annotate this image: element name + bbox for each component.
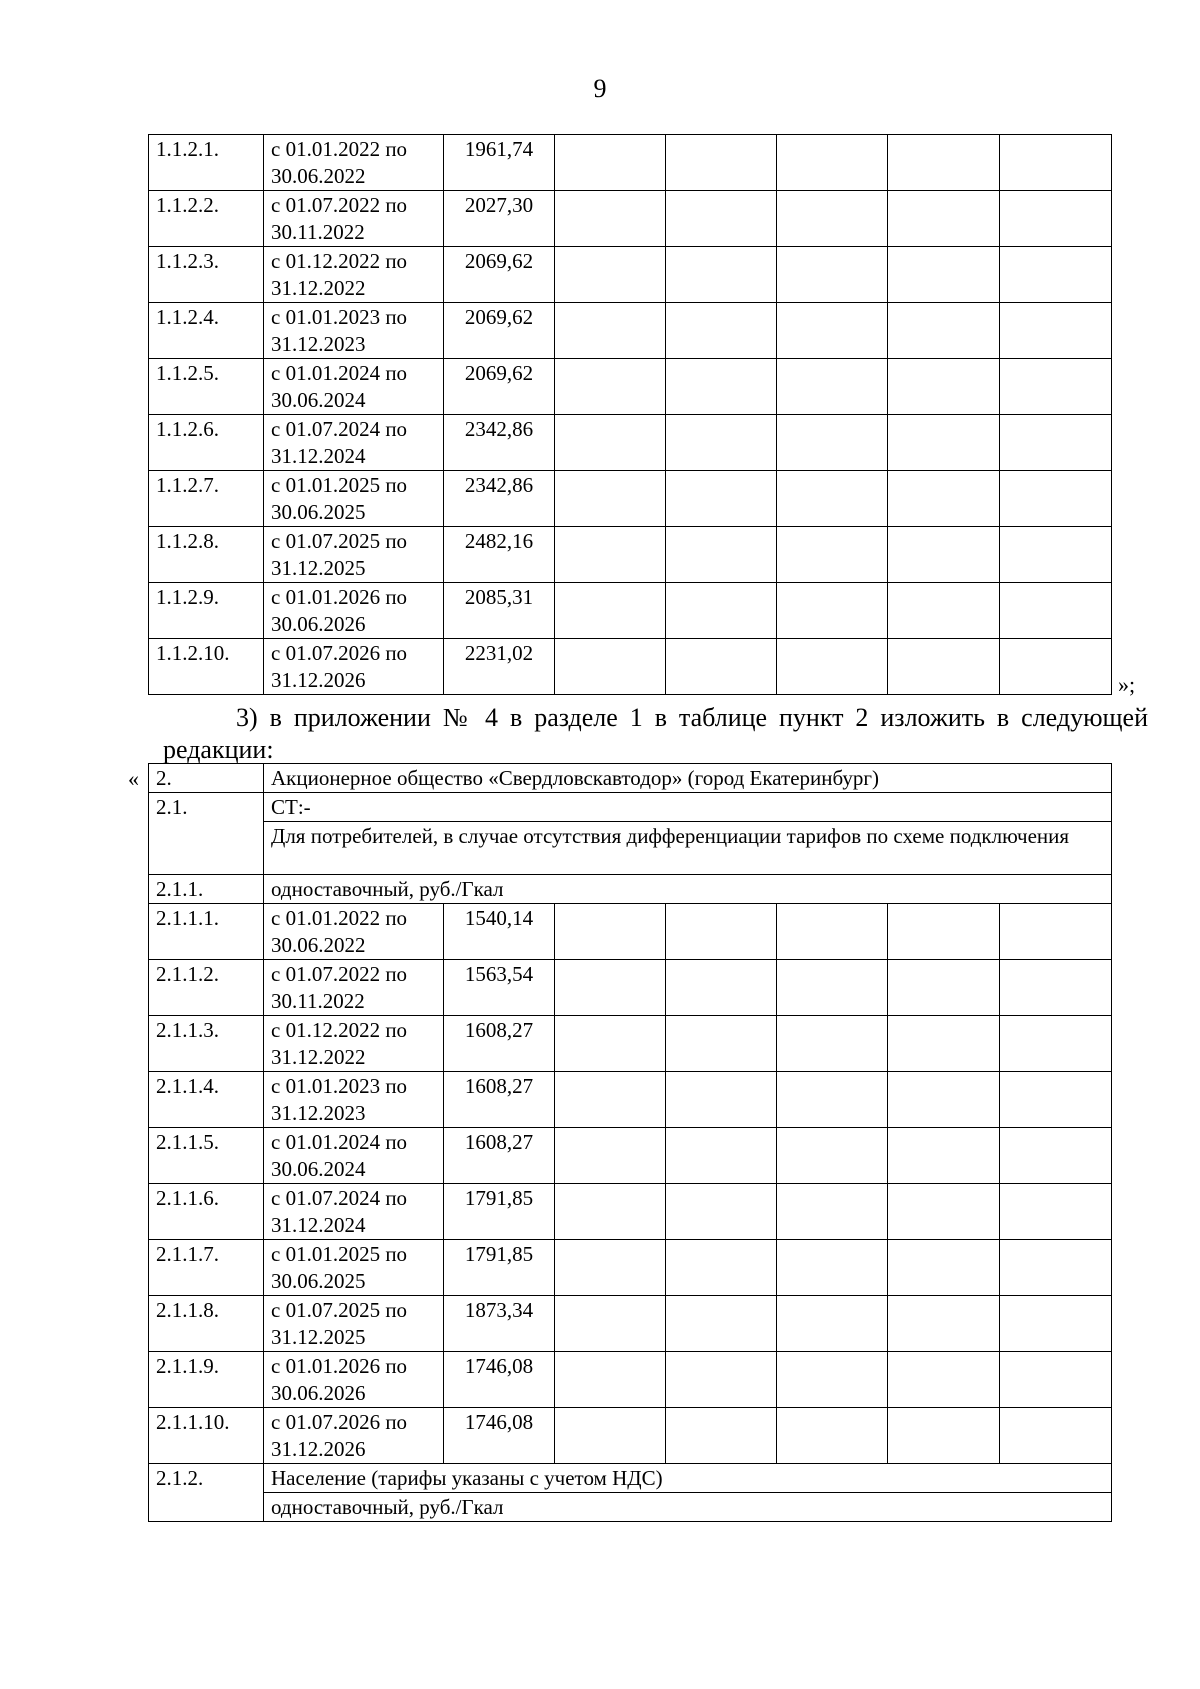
row-code: 1.1.2.4.	[149, 303, 264, 359]
empty-cell	[1000, 1352, 1112, 1408]
value-cell: 2069,62	[444, 247, 555, 303]
empty-cell	[777, 247, 888, 303]
empty-cell	[666, 639, 777, 695]
empty-cell	[888, 135, 1000, 191]
empty-cell	[666, 1352, 777, 1408]
period-cell: с 01.07.2026 по 31.12.2026	[264, 639, 444, 695]
table-row	[149, 904, 1112, 960]
empty-cell	[555, 1016, 666, 1072]
empty-cell	[1000, 527, 1112, 583]
row-code: 2.1.1.2.	[149, 960, 264, 1016]
row-code: 1.1.2.1.	[149, 135, 264, 191]
row-code: 2.1.1.3.	[149, 1016, 264, 1072]
table-row	[149, 247, 1112, 303]
value-cell: 1563,54	[444, 960, 555, 1016]
period-cell: с 01.01.2023 по 31.12.2023	[264, 303, 444, 359]
empty-cell	[666, 1408, 777, 1464]
empty-cell	[666, 583, 777, 639]
population-row	[149, 1464, 1112, 1493]
empty-cell	[1000, 191, 1112, 247]
period-cell: с 01.07.2022 по 30.11.2022	[264, 960, 444, 1016]
row-code: 1.1.2.5.	[149, 359, 264, 415]
empty-cell	[777, 527, 888, 583]
empty-cell	[1000, 247, 1112, 303]
empty-cell	[1000, 904, 1112, 960]
empty-cell	[666, 1128, 777, 1184]
empty-cell	[1000, 960, 1112, 1016]
empty-cell	[666, 303, 777, 359]
empty-cell	[888, 359, 1000, 415]
empty-cell	[555, 1128, 666, 1184]
empty-cell	[1000, 1072, 1112, 1128]
empty-cell	[555, 527, 666, 583]
value-cell: 2482,16	[444, 527, 555, 583]
empty-cell	[666, 1184, 777, 1240]
period-cell: с 01.01.2024 по 30.06.2024	[264, 359, 444, 415]
value-cell: 2342,86	[444, 471, 555, 527]
empty-cell	[777, 1184, 888, 1240]
empty-cell	[1000, 583, 1112, 639]
period-cell: с 01.07.2024 по 31.12.2024	[264, 415, 444, 471]
row-code: 2.1.1.8.	[149, 1296, 264, 1352]
empty-cell	[555, 960, 666, 1016]
empty-cell	[777, 639, 888, 695]
row-code: 1.1.2.7.	[149, 471, 264, 527]
row-code: 2.1.1.6.	[149, 1184, 264, 1240]
empty-cell	[888, 1184, 1000, 1240]
empty-cell	[888, 639, 1000, 695]
empty-cell	[888, 904, 1000, 960]
population-text: Население (тарифы указаны с учетом НДС)	[264, 1464, 1112, 1493]
empty-cell	[666, 415, 777, 471]
empty-cell	[666, 471, 777, 527]
empty-cell	[888, 191, 1000, 247]
value-cell: 1961,74	[444, 135, 555, 191]
empty-cell	[666, 1072, 777, 1128]
value-cell: 1608,27	[444, 1016, 555, 1072]
empty-cell	[777, 1408, 888, 1464]
empty-cell	[777, 191, 888, 247]
table-row	[149, 191, 1112, 247]
tariff-table-2	[148, 763, 1112, 1522]
row-code: 2.1.2.	[149, 1464, 264, 1522]
table-row	[149, 1016, 1112, 1072]
row-code: 2.1.1.5.	[149, 1128, 264, 1184]
row-code: 2.1.1.4.	[149, 1072, 264, 1128]
tariff-table-1	[148, 134, 1112, 695]
empty-cell	[555, 191, 666, 247]
period-cell: с 01.12.2022 по 31.12.2022	[264, 1016, 444, 1072]
empty-cell	[888, 1016, 1000, 1072]
empty-cell	[777, 415, 888, 471]
value-cell: 1791,85	[444, 1240, 555, 1296]
period-cell: с 01.01.2026 по 30.06.2026	[264, 583, 444, 639]
value-cell: 1540,14	[444, 904, 555, 960]
empty-cell	[888, 303, 1000, 359]
value-cell: 2069,62	[444, 303, 555, 359]
period-cell: с 01.01.2024 по 30.06.2024	[264, 1128, 444, 1184]
empty-cell	[666, 191, 777, 247]
row-code: 2.1.1.1.	[149, 904, 264, 960]
table-row	[149, 583, 1112, 639]
empty-cell	[777, 583, 888, 639]
empty-cell	[666, 527, 777, 583]
closing-quote: »;	[1118, 672, 1136, 697]
empty-cell	[1000, 471, 1112, 527]
empty-cell	[888, 247, 1000, 303]
empty-cell	[555, 415, 666, 471]
empty-cell	[1000, 1128, 1112, 1184]
period-cell: с 01.01.2023 по 31.12.2023	[264, 1072, 444, 1128]
instruction-paragraph: 3) в приложении № 4 в разделе 1 в таблице пункт 2 изложить в следующей редакции:	[163, 703, 1148, 764]
value-cell: 1873,34	[444, 1296, 555, 1352]
empty-cell	[1000, 1296, 1112, 1352]
table-row	[149, 1128, 1112, 1184]
page-number: 9	[593, 74, 607, 103]
table-row	[149, 1072, 1112, 1128]
empty-cell	[777, 1016, 888, 1072]
table-row	[149, 527, 1112, 583]
empty-cell	[666, 1296, 777, 1352]
organization-name: Акционерное общество «Свердловскавтодор» (город Екатеринбург)	[264, 764, 1112, 793]
empty-cell	[555, 1408, 666, 1464]
period-cell: с 01.01.2026 по 30.06.2026	[264, 1352, 444, 1408]
table-row	[149, 1408, 1112, 1464]
value-cell: 2085,31	[444, 583, 555, 639]
empty-cell	[555, 471, 666, 527]
empty-cell	[666, 1016, 777, 1072]
table-row	[149, 359, 1112, 415]
single-rate-row	[149, 875, 1112, 904]
empty-cell	[777, 1240, 888, 1296]
empty-cell	[888, 1352, 1000, 1408]
empty-cell	[777, 135, 888, 191]
empty-cell	[555, 303, 666, 359]
empty-cell	[1000, 415, 1112, 471]
empty-cell	[888, 960, 1000, 1016]
row-code: 2.	[149, 764, 264, 793]
row-code: 2.1.1.10.	[149, 1408, 264, 1464]
empty-cell	[555, 1072, 666, 1128]
empty-cell	[888, 415, 1000, 471]
empty-cell	[555, 1184, 666, 1240]
empty-cell	[666, 247, 777, 303]
value-cell: 1608,27	[444, 1072, 555, 1128]
empty-cell	[777, 960, 888, 1016]
period-cell: с 01.01.2025 по 30.06.2025	[264, 471, 444, 527]
table-row	[149, 471, 1112, 527]
population-rate-text: одноставочный, руб./Гкал	[264, 1493, 1112, 1522]
table-row	[149, 1184, 1112, 1240]
empty-cell	[666, 359, 777, 415]
empty-cell	[777, 1072, 888, 1128]
period-cell: с 01.07.2025 по 31.12.2025	[264, 1296, 444, 1352]
empty-cell	[1000, 1240, 1112, 1296]
opening-quote: «	[128, 766, 139, 791]
value-cell: 2231,02	[444, 639, 555, 695]
period-cell: с 01.07.2024 по 31.12.2024	[264, 1184, 444, 1240]
row-code: 2.1.1.7.	[149, 1240, 264, 1296]
table-row	[149, 415, 1112, 471]
empty-cell	[777, 1352, 888, 1408]
row-code: 1.1.2.6.	[149, 415, 264, 471]
table-row	[149, 639, 1112, 695]
row-code: 2.1.1.	[149, 875, 264, 904]
empty-cell	[777, 1296, 888, 1352]
empty-cell	[1000, 303, 1112, 359]
row-code: 1.1.2.9.	[149, 583, 264, 639]
empty-cell	[1000, 1408, 1112, 1464]
table-row	[149, 135, 1112, 191]
period-cell: с 01.07.2022 по 30.11.2022	[264, 191, 444, 247]
organization-row	[149, 764, 1112, 793]
period-cell: с 01.07.2025 по 31.12.2025	[264, 527, 444, 583]
table-row	[149, 303, 1112, 359]
empty-cell	[888, 527, 1000, 583]
table-row	[149, 1240, 1112, 1296]
empty-cell	[777, 904, 888, 960]
value-cell: 2342,86	[444, 415, 555, 471]
value-cell: 1746,08	[444, 1408, 555, 1464]
empty-cell	[777, 1128, 888, 1184]
empty-cell	[666, 960, 777, 1016]
empty-cell	[666, 1240, 777, 1296]
row-code: 2.1.	[149, 793, 264, 875]
empty-cell	[555, 583, 666, 639]
row-code: 1.1.2.2.	[149, 191, 264, 247]
row-code: 2.1.1.9.	[149, 1352, 264, 1408]
value-cell: 2027,30	[444, 191, 555, 247]
consumers-text: Для потребителей, в случае отсутствия дифференциации тарифов по схеме подключения	[264, 822, 1112, 875]
period-cell: с 01.07.2026 по 31.12.2026	[264, 1408, 444, 1464]
period-cell: с 01.01.2022 по 30.06.2022	[264, 904, 444, 960]
empty-cell	[888, 1128, 1000, 1184]
empty-cell	[777, 303, 888, 359]
row-code: 1.1.2.8.	[149, 527, 264, 583]
empty-cell	[555, 1240, 666, 1296]
consumers-row	[149, 822, 1112, 875]
single-rate-text: одноставочный, руб./Гкал	[264, 875, 1112, 904]
system-row	[149, 793, 1112, 822]
period-cell: с 01.01.2025 по 30.06.2025	[264, 1240, 444, 1296]
empty-cell	[888, 1240, 1000, 1296]
empty-cell	[555, 904, 666, 960]
empty-cell	[1000, 639, 1112, 695]
empty-cell	[1000, 135, 1112, 191]
empty-cell	[888, 471, 1000, 527]
table-row	[149, 1296, 1112, 1352]
system-title: СТ:-	[264, 793, 1112, 822]
value-cell: 2069,62	[444, 359, 555, 415]
empty-cell	[777, 359, 888, 415]
value-cell: 1791,85	[444, 1184, 555, 1240]
empty-cell	[777, 471, 888, 527]
row-code: 1.1.2.3.	[149, 247, 264, 303]
empty-cell	[888, 1072, 1000, 1128]
table-row	[149, 960, 1112, 1016]
population-rate-row	[149, 1493, 1112, 1522]
empty-cell	[666, 904, 777, 960]
period-cell: с 01.12.2022 по 31.12.2022	[264, 247, 444, 303]
empty-cell	[555, 359, 666, 415]
empty-cell	[555, 1296, 666, 1352]
empty-cell	[888, 583, 1000, 639]
empty-cell	[1000, 359, 1112, 415]
empty-cell	[555, 1352, 666, 1408]
empty-cell	[1000, 1184, 1112, 1240]
empty-cell	[555, 639, 666, 695]
period-cell: с 01.01.2022 по 30.06.2022	[264, 135, 444, 191]
empty-cell	[666, 135, 777, 191]
empty-cell	[888, 1408, 1000, 1464]
table-row	[149, 1352, 1112, 1408]
value-cell: 1746,08	[444, 1352, 555, 1408]
row-code: 1.1.2.10.	[149, 639, 264, 695]
empty-cell	[555, 135, 666, 191]
empty-cell	[555, 247, 666, 303]
empty-cell	[1000, 1016, 1112, 1072]
empty-cell	[888, 1296, 1000, 1352]
value-cell: 1608,27	[444, 1128, 555, 1184]
